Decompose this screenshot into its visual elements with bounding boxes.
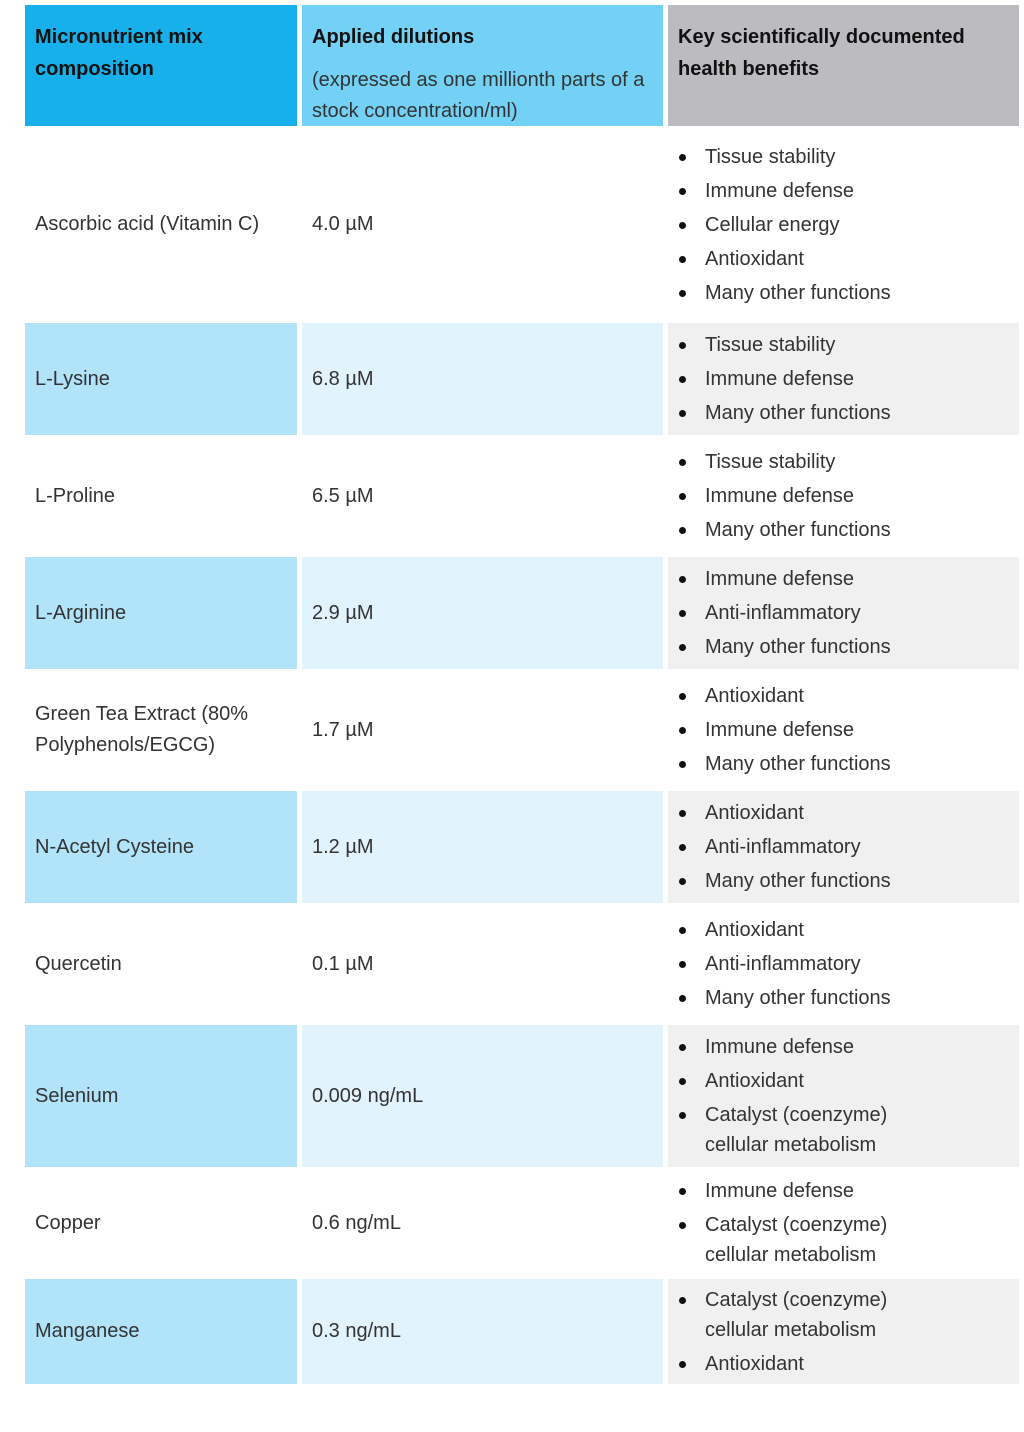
table-body: [25, 131, 1019, 1384]
table-row: [25, 1025, 1019, 1167]
benefit-item: Immune defense: [678, 1032, 1019, 1062]
table-row: [25, 440, 1019, 552]
dilution-cell: [302, 440, 663, 552]
benefits-cell: [668, 131, 1019, 318]
nutrient-name: Ascorbic acid (Vitamin C): [35, 213, 260, 235]
benefits-cell: [668, 1279, 1019, 1384]
nutrient-name: Manganese: [35, 1320, 140, 1342]
nutrient-name: L-Proline: [35, 484, 116, 507]
benefit-item: Catalyst (coenzyme) cellular metabolism: [678, 1100, 915, 1160]
benefit-item: Anti-inflammatory: [678, 949, 1019, 979]
nutrient-cell: [25, 323, 297, 435]
benefits-cell: [668, 1025, 1019, 1167]
nutrient-name: L-Lysine: [35, 367, 110, 390]
dilution-value: 0.1 µM: [312, 952, 374, 975]
dilution-value: 6.8 µM: [312, 367, 374, 390]
nutrient-cell: [25, 557, 297, 669]
benefit-item: Many other functions: [678, 983, 1019, 1013]
header-composition-label: Micronutrient mix composition: [35, 26, 203, 80]
nutrient-name: Quercetin: [35, 952, 122, 975]
benefit-item: Many other functions: [678, 515, 1019, 545]
nutrient-cell: [25, 674, 297, 786]
benefits-cell: [668, 674, 1019, 786]
benefits-list: [678, 1028, 1019, 1164]
dilution-value: 4.0 µM: [312, 213, 374, 235]
nutrient-cell: [25, 1172, 297, 1274]
benefit-item: Catalyst (coenzyme) cellular metabolism: [678, 1285, 915, 1345]
benefit-item: Immune defense: [678, 481, 1019, 511]
benefit-item: Many other functions: [678, 632, 1019, 662]
benefits-list: [678, 560, 1019, 666]
dilution-value: 2.9 µM: [312, 601, 374, 624]
nutrient-name: Selenium: [35, 1084, 119, 1107]
benefits-list: [678, 1281, 1019, 1383]
dilution-value: 0.009 ng/mL: [312, 1084, 424, 1107]
dilution-cell: [302, 908, 663, 1020]
dilution-cell: [302, 1025, 663, 1167]
benefit-item: Tissue stability: [678, 142, 1019, 172]
table-row: [25, 1172, 1019, 1274]
dilution-cell: [302, 131, 663, 318]
benefits-list: [678, 1172, 1019, 1274]
dilution-cell: [302, 674, 663, 786]
micronutrient-table: [25, 5, 1019, 1389]
benefit-item: Anti-inflammatory: [678, 832, 1019, 862]
benefits-list: [678, 443, 1019, 549]
header-benefits-label: Key scientifically documented health benefits: [678, 26, 965, 80]
benefit-item: Antioxidant: [678, 1066, 1019, 1096]
benefits-list: [678, 911, 1019, 1017]
table-row: [25, 131, 1019, 318]
benefits-list: [678, 326, 1019, 432]
nutrient-cell: [25, 131, 297, 318]
benefit-item: Many other functions: [678, 749, 1019, 779]
benefit-item: Tissue stability: [678, 330, 1019, 360]
dilution-cell: [302, 557, 663, 669]
benefits-cell: [668, 323, 1019, 435]
benefit-item: Antioxidant: [678, 798, 1019, 828]
nutrient-cell: [25, 1025, 297, 1167]
benefit-item: Immune defense: [678, 176, 1019, 206]
benefit-item: Antioxidant: [678, 681, 1019, 711]
benefit-item: Antioxidant: [678, 244, 1019, 274]
header-dilutions-subtitle: (expressed as one millionth parts of a stock concentration/ml): [312, 69, 645, 122]
benefit-item: Many other functions: [678, 398, 1019, 428]
table-row: [25, 323, 1019, 435]
dilution-cell: [302, 791, 663, 903]
benefits-cell: [668, 1172, 1019, 1274]
benefits-cell: [668, 557, 1019, 669]
table-row: [25, 674, 1019, 786]
dilution-cell: [302, 323, 663, 435]
nutrient-cell: [25, 1279, 297, 1384]
nutrient-name: N-Acetyl Cysteine: [35, 835, 194, 858]
nutrient-cell: [25, 791, 297, 903]
benefit-item: Immune defense: [678, 715, 1019, 745]
dilution-cell: [302, 1172, 663, 1274]
header-composition: [25, 5, 297, 126]
benefits-list: [678, 677, 1019, 783]
table-row: [25, 791, 1019, 903]
benefits-cell: [668, 908, 1019, 1020]
benefit-item: Immune defense: [678, 364, 1019, 394]
nutrient-cell: [25, 440, 297, 552]
table-row: [25, 1279, 1019, 1384]
nutrient-name: Green Tea Extract (80% Polyphenols/EGCG): [35, 703, 249, 756]
header-dilutions: [302, 5, 663, 126]
benefits-cell: [668, 440, 1019, 552]
dilution-value: 0.3 ng/mL: [312, 1320, 401, 1342]
benefit-item: Tissue stability: [678, 447, 1019, 477]
benefit-item: Many other functions: [678, 278, 1019, 308]
table-header: [25, 5, 1019, 126]
benefit-item: Antioxidant: [678, 1349, 1019, 1379]
table-row: [25, 557, 1019, 669]
dilution-value: 1.2 µM: [312, 835, 374, 858]
benefit-item: Immune defense: [678, 1176, 1019, 1206]
benefit-item: Immune defense: [678, 564, 1019, 594]
benefits-list: [678, 794, 1019, 900]
benefits-cell: [668, 791, 1019, 903]
header-benefits: [668, 5, 1019, 126]
dilution-cell: [302, 1279, 663, 1384]
benefit-item: Anti-inflammatory: [678, 598, 1019, 628]
benefit-item: Antioxidant: [678, 915, 1019, 945]
benefit-item: Many other functions: [678, 866, 1019, 896]
nutrient-name: L-Arginine: [35, 601, 127, 624]
benefits-list: [678, 138, 1019, 312]
benefit-item: Cellular energy: [678, 210, 1019, 240]
nutrient-cell: [25, 908, 297, 1020]
table-row: [25, 908, 1019, 1020]
dilution-value: 1.7 µM: [312, 718, 374, 741]
dilution-value: 0.6 ng/mL: [312, 1211, 401, 1234]
benefit-item: Catalyst (coenzyme) cellular metabolism: [678, 1210, 915, 1270]
dilution-value: 6.5 µM: [312, 484, 374, 507]
header-dilutions-label: Applied dilutions: [312, 26, 475, 48]
nutrient-name: Copper: [35, 1211, 101, 1234]
